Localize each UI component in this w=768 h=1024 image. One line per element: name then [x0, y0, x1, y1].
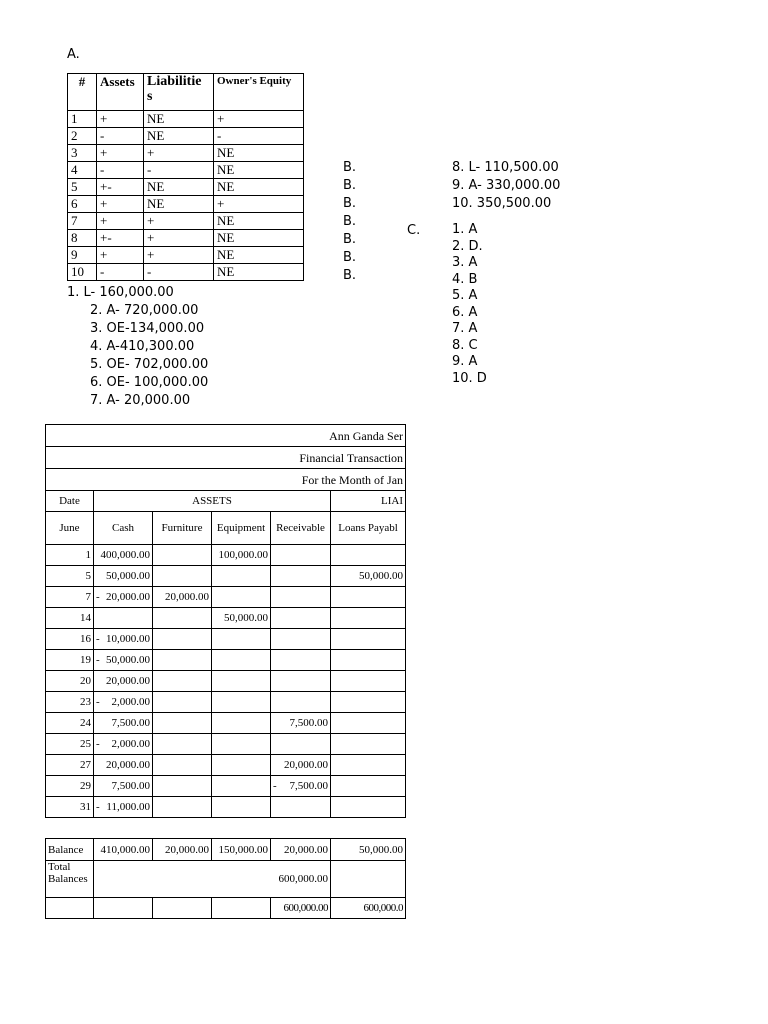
- ledger-day: 25: [46, 734, 94, 755]
- ledger-furniture: [153, 545, 212, 566]
- ledger-row: [46, 650, 406, 671]
- ledger-equipment: [212, 692, 271, 713]
- cash-sign: -: [96, 738, 100, 750]
- ledger-row: [46, 713, 406, 734]
- b-answer: 10. 350,500.00: [452, 196, 552, 211]
- ledger-cash: [94, 776, 153, 797]
- ledger-cash: [94, 692, 153, 713]
- row-number: 3: [68, 145, 97, 162]
- assets-effect: -: [97, 264, 144, 281]
- ledger-furniture: 20,000.00: [153, 587, 212, 608]
- ledger-receivable: [271, 608, 331, 629]
- ledger-row: [46, 629, 406, 650]
- ledger-title-period: For the Month of Jan: [46, 469, 406, 491]
- liabilities-effect: +: [144, 213, 214, 230]
- row-number: 9: [68, 247, 97, 264]
- ledger-furniture: [153, 734, 212, 755]
- c-answer: 3. A: [452, 255, 478, 270]
- balance-furniture: 20,000.00: [153, 839, 212, 861]
- b-letter: B.: [343, 250, 357, 265]
- ledger-table: [45, 424, 406, 919]
- assets-effect: +: [97, 111, 144, 128]
- table-row: [68, 179, 304, 196]
- cash-value: 7,500.00: [111, 717, 150, 729]
- row-number: 2: [68, 128, 97, 145]
- cash-value: 20,000.00: [106, 591, 150, 603]
- ledger-loans: [331, 629, 406, 650]
- ledger-liabilities-header: LIAI: [331, 491, 406, 512]
- table-row: [68, 230, 304, 247]
- ledger-cash: [94, 629, 153, 650]
- ledger-equipment: [212, 650, 271, 671]
- section-b-letters: [343, 159, 356, 285]
- ledger-day: 29: [46, 776, 94, 797]
- ledger-equipment: [212, 797, 271, 818]
- ledger-loans: [331, 797, 406, 818]
- ledger-receivable: [271, 755, 331, 776]
- table-row: [68, 128, 304, 145]
- receivable-value: 20,000.00: [284, 759, 328, 771]
- ledger-day: 20: [46, 671, 94, 692]
- ledger-row: [46, 566, 406, 587]
- ledger-day: 31: [46, 797, 94, 818]
- ledger-wrapper: [45, 424, 404, 919]
- ledger-receivable: [271, 797, 331, 818]
- ledger-receivable: [271, 671, 331, 692]
- b-answer: 8. L- 110,500.00: [452, 160, 559, 175]
- ledger-equipment: 50,000.00: [212, 608, 271, 629]
- ledger-cash: [94, 608, 153, 629]
- b-letter: B.: [343, 160, 357, 175]
- assets-effect: -: [97, 128, 144, 145]
- list-item: 5. OE- 702,000.00: [90, 357, 209, 372]
- ledger-row: [46, 587, 406, 608]
- ledger-assets-header: ASSETS: [94, 491, 331, 512]
- equity-effect: +: [214, 111, 304, 128]
- section-b-answers: [452, 159, 560, 213]
- row-number: 4: [68, 162, 97, 179]
- cash-sign: -: [96, 801, 100, 813]
- receivable-value: 7,500.00: [289, 717, 328, 729]
- ledger-receivable: [271, 692, 331, 713]
- assets-effect: +-: [97, 179, 144, 196]
- assets-effect: +: [97, 145, 144, 162]
- receivable-sign: -: [273, 780, 277, 792]
- ledger-furniture: [153, 671, 212, 692]
- list-item: 4. A-410,300.00: [90, 339, 195, 354]
- section-a-label: A.: [67, 47, 80, 62]
- ledger-furniture: [153, 608, 212, 629]
- cash-value: 400,000.00: [100, 549, 150, 561]
- section-c-answers: [452, 222, 487, 387]
- ledger-cash: [94, 566, 153, 587]
- b-letter: B.: [343, 178, 357, 193]
- equity-effect: NE: [214, 162, 304, 179]
- ledger-cash: [94, 755, 153, 776]
- col-equity-header: Owner's Equity: [214, 74, 304, 111]
- ledger-receivable: [271, 713, 331, 734]
- cash-value: 20,000.00: [106, 675, 150, 687]
- col-assets-header: Assets: [97, 74, 144, 111]
- col-receivable-header: Receivable: [271, 512, 331, 545]
- effects-table: [67, 73, 304, 281]
- ledger-row: [46, 776, 406, 797]
- ledger-equipment: [212, 629, 271, 650]
- ledger-cash: [94, 650, 153, 671]
- b-answer: 9. A- 330,000.00: [452, 178, 561, 193]
- ledger-equipment: [212, 755, 271, 776]
- assets-effect: +: [97, 213, 144, 230]
- ledger-loans: 50,000.00: [331, 566, 406, 587]
- ledger-day: 24: [46, 713, 94, 734]
- ledger-day: 19: [46, 650, 94, 671]
- ledger-loans: [331, 545, 406, 566]
- c-answer: 4. B: [452, 271, 478, 287]
- b-letter: B.: [343, 268, 357, 283]
- ledger-loans: [331, 734, 406, 755]
- ledger-receivable: [271, 734, 331, 755]
- row-number: 1: [68, 111, 97, 128]
- ledger-furniture: [153, 776, 212, 797]
- cash-value: 7,500.00: [111, 780, 150, 792]
- table-row: [68, 213, 304, 230]
- ledger-receivable: [271, 587, 331, 608]
- ledger-receivable: [271, 650, 331, 671]
- balance-loans: 50,000.00: [331, 839, 406, 861]
- list-item: 3. OE-134,000.00: [90, 321, 205, 336]
- ledger-date-header: Date: [46, 491, 94, 512]
- liabilities-effect: NE: [144, 179, 214, 196]
- ledger-cash: [94, 671, 153, 692]
- final-total-assets: 600,000.00: [271, 898, 331, 919]
- col-number-header: #: [68, 74, 97, 111]
- cash-sign: -: [96, 696, 100, 708]
- liabilities-effect: +: [144, 230, 214, 247]
- balance-receivable: 20,000.00: [271, 839, 331, 861]
- equity-effect: -: [214, 128, 304, 145]
- ledger-equipment: [212, 734, 271, 755]
- liabilities-effect: -: [144, 162, 214, 179]
- ledger-day: 16: [46, 629, 94, 650]
- ledger-loans: [331, 650, 406, 671]
- ledger-equipment: [212, 671, 271, 692]
- list-item: 2. A- 720,000.00: [90, 303, 199, 318]
- row-number: 8: [68, 230, 97, 247]
- ledger-equipment: [212, 566, 271, 587]
- ledger-day: 7: [46, 587, 94, 608]
- col-furniture-header: Furniture: [153, 512, 212, 545]
- cash-sign: -: [96, 591, 100, 603]
- ledger-day: 23: [46, 692, 94, 713]
- receivable-value: 7,500.00: [289, 780, 328, 792]
- ledger-furniture: [153, 755, 212, 776]
- total-balances-label: Total Balances: [46, 861, 94, 898]
- ledger-title-company: Ann Ganda Ser: [46, 425, 406, 447]
- balance-equipment: 150,000.00: [212, 839, 271, 861]
- cash-value: 10,000.00: [106, 633, 150, 645]
- ledger-day: 5: [46, 566, 94, 587]
- c-answer: 8. C: [452, 337, 478, 353]
- ledger-cash: [94, 734, 153, 755]
- c-answer: 1. A: [452, 222, 478, 237]
- ledger-receivable: [271, 545, 331, 566]
- equity-effect: NE: [214, 230, 304, 247]
- liabilities-effect: NE: [144, 196, 214, 213]
- ledger-cash: [94, 545, 153, 566]
- ledger-title-statement: Financial Transaction: [46, 447, 406, 469]
- cash-value: 11,000.00: [106, 801, 150, 813]
- liabilities-effect: NE: [144, 128, 214, 145]
- row-number: 10: [68, 264, 97, 281]
- ledger-row: [46, 692, 406, 713]
- liabilities-effect: +: [144, 145, 214, 162]
- ledger-row: [46, 545, 406, 566]
- assets-effect: +: [97, 247, 144, 264]
- assets-effect: -: [97, 162, 144, 179]
- ledger-loans: [331, 776, 406, 797]
- equity-effect: NE: [214, 145, 304, 162]
- row-number: 6: [68, 196, 97, 213]
- ledger-cash: [94, 587, 153, 608]
- cash-sign: -: [96, 633, 100, 645]
- cash-value: 2,000.00: [111, 696, 150, 708]
- ledger-row: [46, 797, 406, 818]
- ledger-row: [46, 608, 406, 629]
- ledger-cash: [94, 797, 153, 818]
- b-letter: B.: [343, 214, 357, 229]
- section-a-list: [67, 284, 208, 410]
- ledger-loans: [331, 587, 406, 608]
- table-row: [68, 264, 304, 281]
- ledger-receivable: [271, 566, 331, 587]
- table-row: [68, 247, 304, 264]
- row-number: 7: [68, 213, 97, 230]
- ledger-equipment: 100,000.00: [212, 545, 271, 566]
- equity-effect: NE: [214, 213, 304, 230]
- equity-effect: NE: [214, 247, 304, 264]
- table-row: [68, 196, 304, 213]
- ledger-row: [46, 755, 406, 776]
- table-row: [68, 111, 304, 128]
- ledger-loans: [331, 608, 406, 629]
- cash-value: 2,000.00: [111, 738, 150, 750]
- list-item: 6. OE- 100,000.00: [90, 375, 209, 390]
- list-item: 7. A- 20,000.00: [90, 393, 191, 408]
- ledger-furniture: [153, 650, 212, 671]
- ledger-receivable: [271, 776, 331, 797]
- ledger-receivable: [271, 629, 331, 650]
- ledger-loans: [331, 713, 406, 734]
- ledger-furniture: [153, 629, 212, 650]
- balance-cash: 410,000.00: [94, 839, 153, 861]
- ledger-furniture: [153, 797, 212, 818]
- equity-effect: NE: [214, 264, 304, 281]
- ledger-row: [46, 734, 406, 755]
- c-answer: 10. D: [452, 370, 487, 386]
- c-answer: 7. A: [452, 321, 478, 336]
- liabilities-effect: NE: [144, 111, 214, 128]
- b-letter: B.: [343, 196, 357, 211]
- liabilities-effect: -: [144, 264, 214, 281]
- row-number: 5: [68, 179, 97, 196]
- ledger-loans: [331, 692, 406, 713]
- equity-effect: NE: [214, 179, 304, 196]
- col-june-header: June: [46, 512, 94, 545]
- ledger-day: 1: [46, 545, 94, 566]
- ledger-loans: [331, 671, 406, 692]
- col-equipment-header: Equipment: [212, 512, 271, 545]
- c-answer: 2. D.: [452, 238, 483, 254]
- final-total-liabilities: 600,000.0: [331, 898, 406, 919]
- ledger-row: [46, 671, 406, 692]
- ledger-equipment: [212, 776, 271, 797]
- ledger-furniture: [153, 566, 212, 587]
- col-loans-header: Loans Payabl: [331, 512, 406, 545]
- cash-value: 50,000.00: [106, 654, 150, 666]
- liabilities-effect: +: [144, 247, 214, 264]
- total-assets-value: 600,000.00: [94, 861, 331, 898]
- ledger-cash: [94, 713, 153, 734]
- c-answer: 6. A: [452, 304, 478, 320]
- ledger-loans: [331, 755, 406, 776]
- col-cash-header: Cash: [94, 512, 153, 545]
- section-c-label: C.: [407, 223, 421, 238]
- assets-effect: +: [97, 196, 144, 213]
- balance-label: Balance: [46, 839, 94, 861]
- ledger-furniture: [153, 692, 212, 713]
- cash-value: 20,000.00: [106, 759, 150, 771]
- ledger-day: 14: [46, 608, 94, 629]
- assets-effect: +-: [97, 230, 144, 247]
- ledger-equipment: [212, 587, 271, 608]
- cash-sign: -: [96, 654, 100, 666]
- ledger-furniture: [153, 713, 212, 734]
- b-letter: B.: [343, 232, 357, 247]
- ledger-equipment: [212, 713, 271, 734]
- equity-effect: +: [214, 196, 304, 213]
- ledger-day: 27: [46, 755, 94, 776]
- list-item: 1. L- 160,000.00: [67, 285, 174, 300]
- c-answer: 9. A: [452, 354, 478, 369]
- cash-value: 50,000.00: [106, 570, 150, 582]
- c-answer: 5. A: [452, 288, 478, 303]
- table-row: [68, 145, 304, 162]
- col-liabilities-header: Liabilitie s: [144, 74, 214, 111]
- table-row: [68, 162, 304, 179]
